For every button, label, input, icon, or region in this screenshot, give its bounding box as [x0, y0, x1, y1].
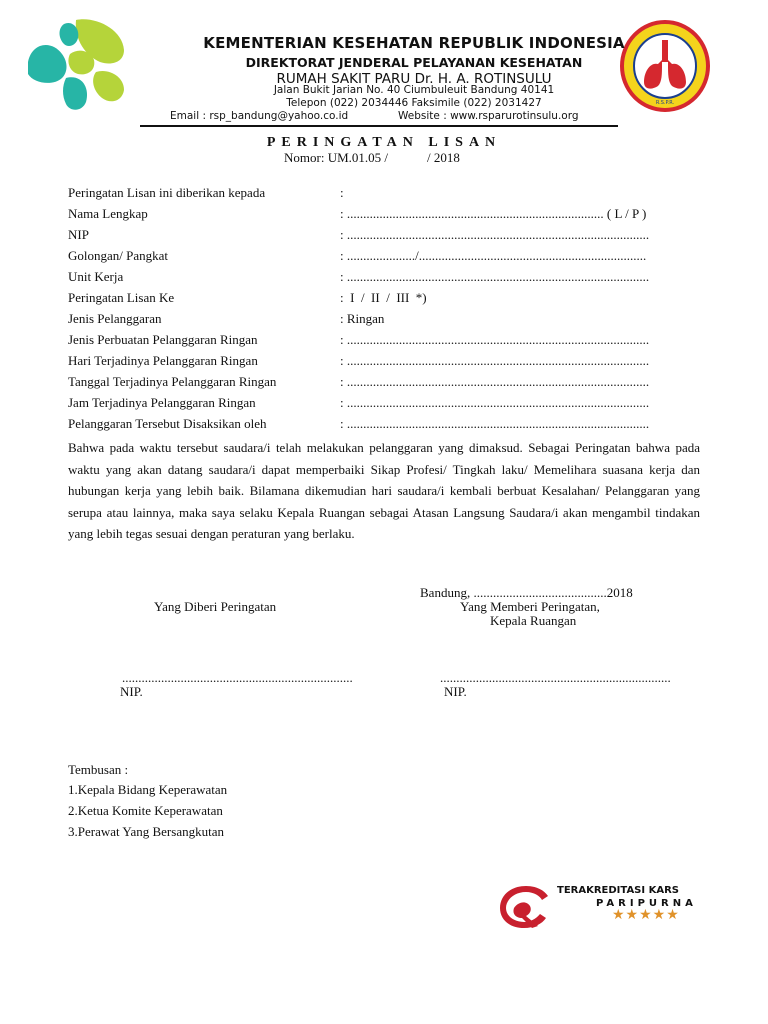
- header-divider: [140, 125, 618, 127]
- form-label: Golongan/ Pangkat: [68, 248, 169, 263]
- form-value: : .............................................................................................: [340, 227, 650, 242]
- signature-left-line: .......................................................................: [122, 670, 353, 685]
- tembusan-item: 2.Ketua Komite Keperawatan: [68, 803, 223, 818]
- form-value: : .............................................................................................: [340, 416, 650, 431]
- form-label: NIP: [68, 227, 89, 242]
- form-row: [68, 352, 708, 370]
- form-label: Peringatan Lisan ini diberikan kepada: [68, 185, 266, 200]
- form-value: : ...................../......................................................................: [340, 248, 647, 263]
- form-row: [68, 373, 708, 391]
- form-value: : .............................................................................................: [340, 269, 650, 284]
- form-value: : I / II / III *): [340, 290, 427, 305]
- signature-right-nip: NIP.: [444, 684, 467, 699]
- hospital-address: Jalan Bukit Jarian No. 40 Ciumbuleuit Bandung 40141: [273, 84, 555, 96]
- form-label: Pelanggaran Tersebut Disaksikan oleh: [68, 416, 267, 431]
- form-value: : .............................................................................................: [340, 374, 650, 389]
- signature-left-title: Yang Diberi Peringatan: [154, 599, 277, 614]
- seal-bottom-text: R.S.P.R.: [655, 100, 675, 106]
- warning-paragraph: Bahwa pada waktu tersebut saudara/i telah melakukan pelanggaran yang dimaksud. Sebagai Peringatan bahwa pada waktu yang akan datang saudara/i dapat memperbaiki Sikap Profesi/ Tingkah laku/ Memelihara suasana kerja dan hubungan kerja yang lebih baik. Bilamana dikemudian hari saudara/i kembali berbuat Kesalahan/ Pelanggaran yang serupa atau lainnya, maka saya selaku Kepala Ruangan sebagai Atasan Langsung Saudara/i akan mengambil tindakan yang lebih tegas sesuai dengan peraturan yang berlaku.: [68, 440, 700, 542]
- form-value: : .............................................................................................: [340, 353, 650, 368]
- form-value: : Ringan: [340, 311, 385, 326]
- form-value: : ............................................................................... ( L / P ): [340, 206, 647, 221]
- form-row: [68, 394, 708, 412]
- signature-right-line: .......................................................................: [440, 670, 671, 685]
- form-label: Nama Lengkap: [68, 206, 148, 221]
- form-row: [68, 184, 708, 202]
- form-label: Hari Terjadinya Pelanggaran Ringan: [68, 353, 258, 368]
- form-value: : .............................................................................................: [340, 332, 650, 347]
- form-label: Jenis Perbuatan Pelanggaran Ringan: [68, 332, 258, 347]
- form-row: [68, 247, 708, 265]
- hospital-name: RUMAH SAKIT PARU Dr. H. A. ROTINSULU: [276, 71, 552, 87]
- form-label: Jenis Pelanggaran: [68, 311, 162, 326]
- form-row: [68, 268, 708, 286]
- form-label: Tanggal Terjadinya Pelanggaran Ringan: [68, 374, 277, 389]
- signature-right-role: Kepala Ruangan: [490, 613, 577, 628]
- document-title: PERINGATAN LISAN: [266, 135, 502, 150]
- signature-right-title: Yang Memberi Peringatan,: [460, 599, 600, 614]
- document-number: Nomor: UM.01.05 / / 2018: [284, 150, 460, 165]
- form-row: [68, 226, 708, 244]
- kars-accreditation-text: TERAKREDITASI KARS: [557, 885, 679, 896]
- hospital-email: Email : rsp_bandung@yahoo.co.id: [170, 110, 349, 122]
- directorate-name: DIREKTORAT JENDERAL PELAYANAN KESEHATAN: [245, 55, 583, 70]
- form-value: : .............................................................................................: [340, 395, 650, 410]
- hospital-website: Website : www.rsparurotinsulu.org: [398, 110, 579, 122]
- form-row: [68, 415, 708, 433]
- kars-level-text: PARIPURNA: [596, 898, 697, 909]
- form-row: [68, 205, 708, 223]
- signature-place-date: Bandung, .........................................2018: [420, 585, 633, 600]
- tembusan-heading: Tembusan :: [68, 762, 129, 777]
- form-value: :: [340, 185, 344, 200]
- ministry-name: KEMENTERIAN KESEHATAN REPUBLIK INDONESIA: [203, 34, 625, 52]
- form-label: Jam Terjadinya Pelanggaran Ringan: [68, 395, 256, 410]
- kars-logo: [496, 882, 554, 930]
- tembusan-item: 3.Perawat Yang Bersangkutan: [68, 824, 224, 839]
- form-row: [68, 331, 708, 349]
- tembusan-item: 1.Kepala Bidang Keperawatan: [68, 782, 228, 797]
- hospital-phone: Telepon (022) 2034446 Faksimile (022) 2031427: [286, 97, 542, 109]
- form-row: [68, 310, 708, 328]
- kars-stars: ★★★★★: [612, 908, 680, 923]
- form-label: Peringatan Lisan Ke: [68, 290, 175, 305]
- signature-left-nip: NIP.: [120, 684, 143, 699]
- form-label: Unit Kerja: [68, 269, 124, 284]
- form-row: [68, 289, 708, 307]
